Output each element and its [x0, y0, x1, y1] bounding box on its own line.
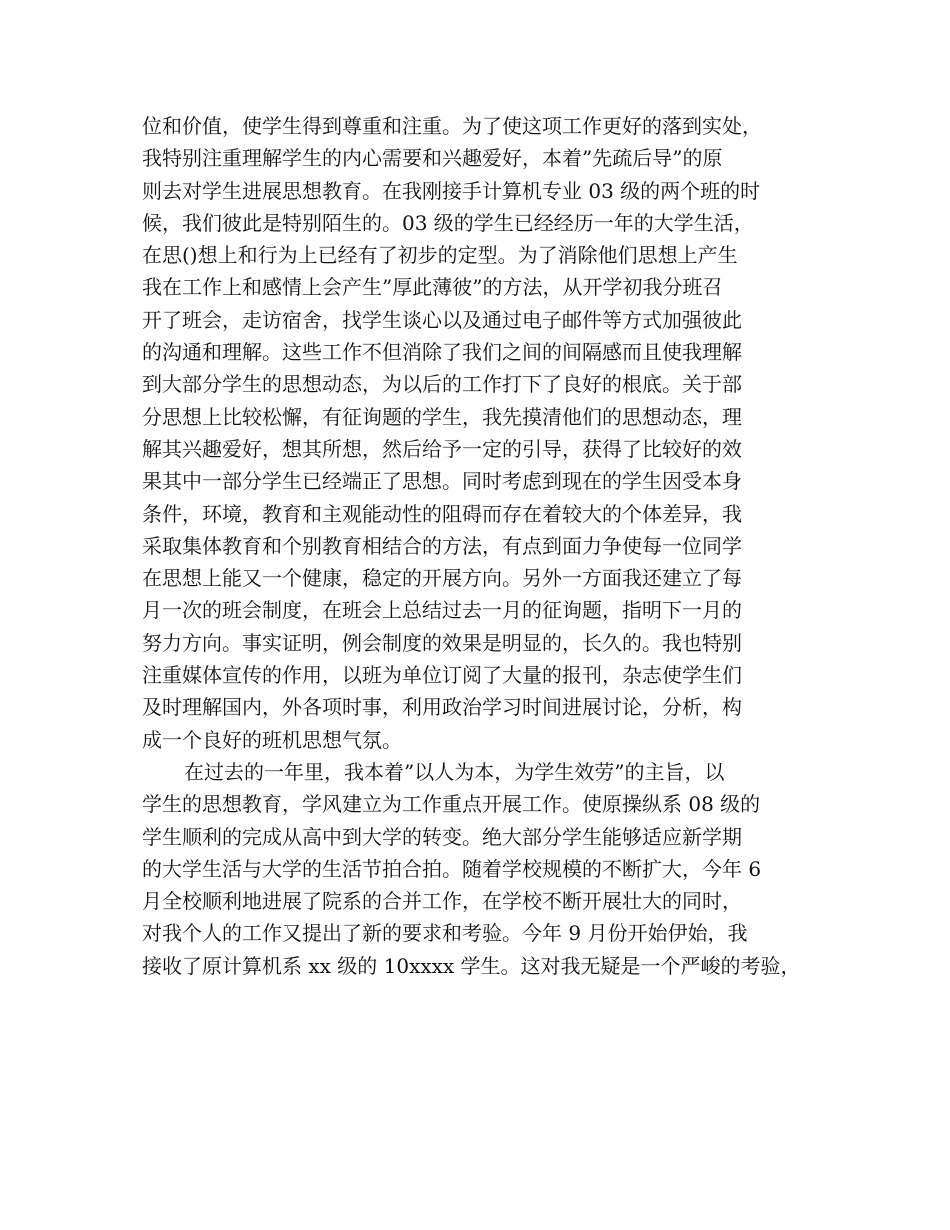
text-line-2: 我特别注重理解学生的内心需要和兴趣爱好，本着”先疏后导”的原: [142, 146, 723, 171]
text-line-9: 到大部分学生的思想动态，为以后的工作打下了良好的根底。关于部: [142, 372, 742, 397]
text-line-6: 我在工作上和感情上会产生”厚此薄彼”的方法，从开学初我分班召: [142, 275, 723, 300]
text-line-14: 采取集体教育和个别教育相结合的方法，有点到面力争使每一位同学: [142, 533, 742, 558]
body-text: [142, 110, 832, 982]
text-line-8: 的沟通和理解。这些工作不但消除了我们之间的间隔感而且使我理解: [142, 340, 742, 365]
text-line-5: 在思()想上和行为上已经有了初步的定型。为了消除他们思想上产生: [142, 243, 738, 268]
text-line-10: 分思想上比较松懈，有征询题的学生，我先摸清他们的思想动态，理: [142, 404, 742, 429]
text-line-1: 位和价值，使学生得到尊重和注重。为了使这项工作更好的落到实处，: [142, 114, 762, 138]
text-line-19: 及时理解国内，外各项时事，利用政治学习时间进展讨论，分析，构: [142, 695, 742, 720]
text-line-18: 注重媒体宣传的作用，以班为单位订阅了大量的报刊，杂志使学生们: [142, 663, 742, 688]
text-line-23: 学生顺利的完成从高中到大学的转变。绝大部分学生能够适应新学期: [142, 824, 742, 849]
text-line-27: 接收了原计算机系 xx 级的 10xxxx 学生。这对我无疑是一个严峻的考验，: [142, 953, 801, 978]
text-line-20: 成一个良好的班机思想气氛。: [142, 727, 402, 752]
text-line-21-indented: 在过去的一年里，我本着”以人为本，为学生效劳”的主旨，以: [184, 759, 725, 784]
text-line-24: 的大学生活与大学的生活节拍合拍。随着学校规模的不断扩大，今年 6: [142, 856, 762, 881]
text-line-13: 条件，环境，教育和主观能动性的阻碍而存在着较大的个体差异，我: [142, 501, 742, 526]
text-line-16: 月一次的班会制度，在班会上总结过去一月的征询题，指明下一月的: [142, 598, 742, 623]
text-line-26: 对我个人的工作又提出了新的要求和考验。今年 9 月份开始伊始，我: [142, 921, 748, 946]
text-line-25: 月全校顺利地进展了院系的合并工作，在学校不断开展壮大的同时，: [142, 889, 742, 914]
text-line-22: 学生的思想教育，学风建立为工作重点开展工作。使原操纵系 08 级的: [142, 792, 761, 817]
text-line-11: 解其兴趣爱好，想其所想，然后给予一定的引导，获得了比较好的效: [142, 436, 742, 461]
text-line-7: 开了班会，走访宿舍，找学生谈心以及通过电子邮件等方式加强彼此: [142, 307, 742, 332]
text-line-3: 则去对学生进展思想教育。在我刚接手计算机专业 03 级的两个班的时: [142, 178, 761, 203]
text-line-12: 果其中一部分学生已经端正了思想。同时考虑到现在的学生因受本身: [142, 469, 742, 494]
text-line-4: 候，我们彼此是特别陌生的。03 级的学生已经经历一年的大学生活，: [142, 210, 754, 235]
text-line-15: 在思想上能又一个健康，稳定的开展方向。另外一方面我还建立了每: [142, 566, 742, 591]
text-line-17: 努力方向。事实证明，例会制度的效果是明显的，长久的。我也特别: [142, 630, 742, 655]
